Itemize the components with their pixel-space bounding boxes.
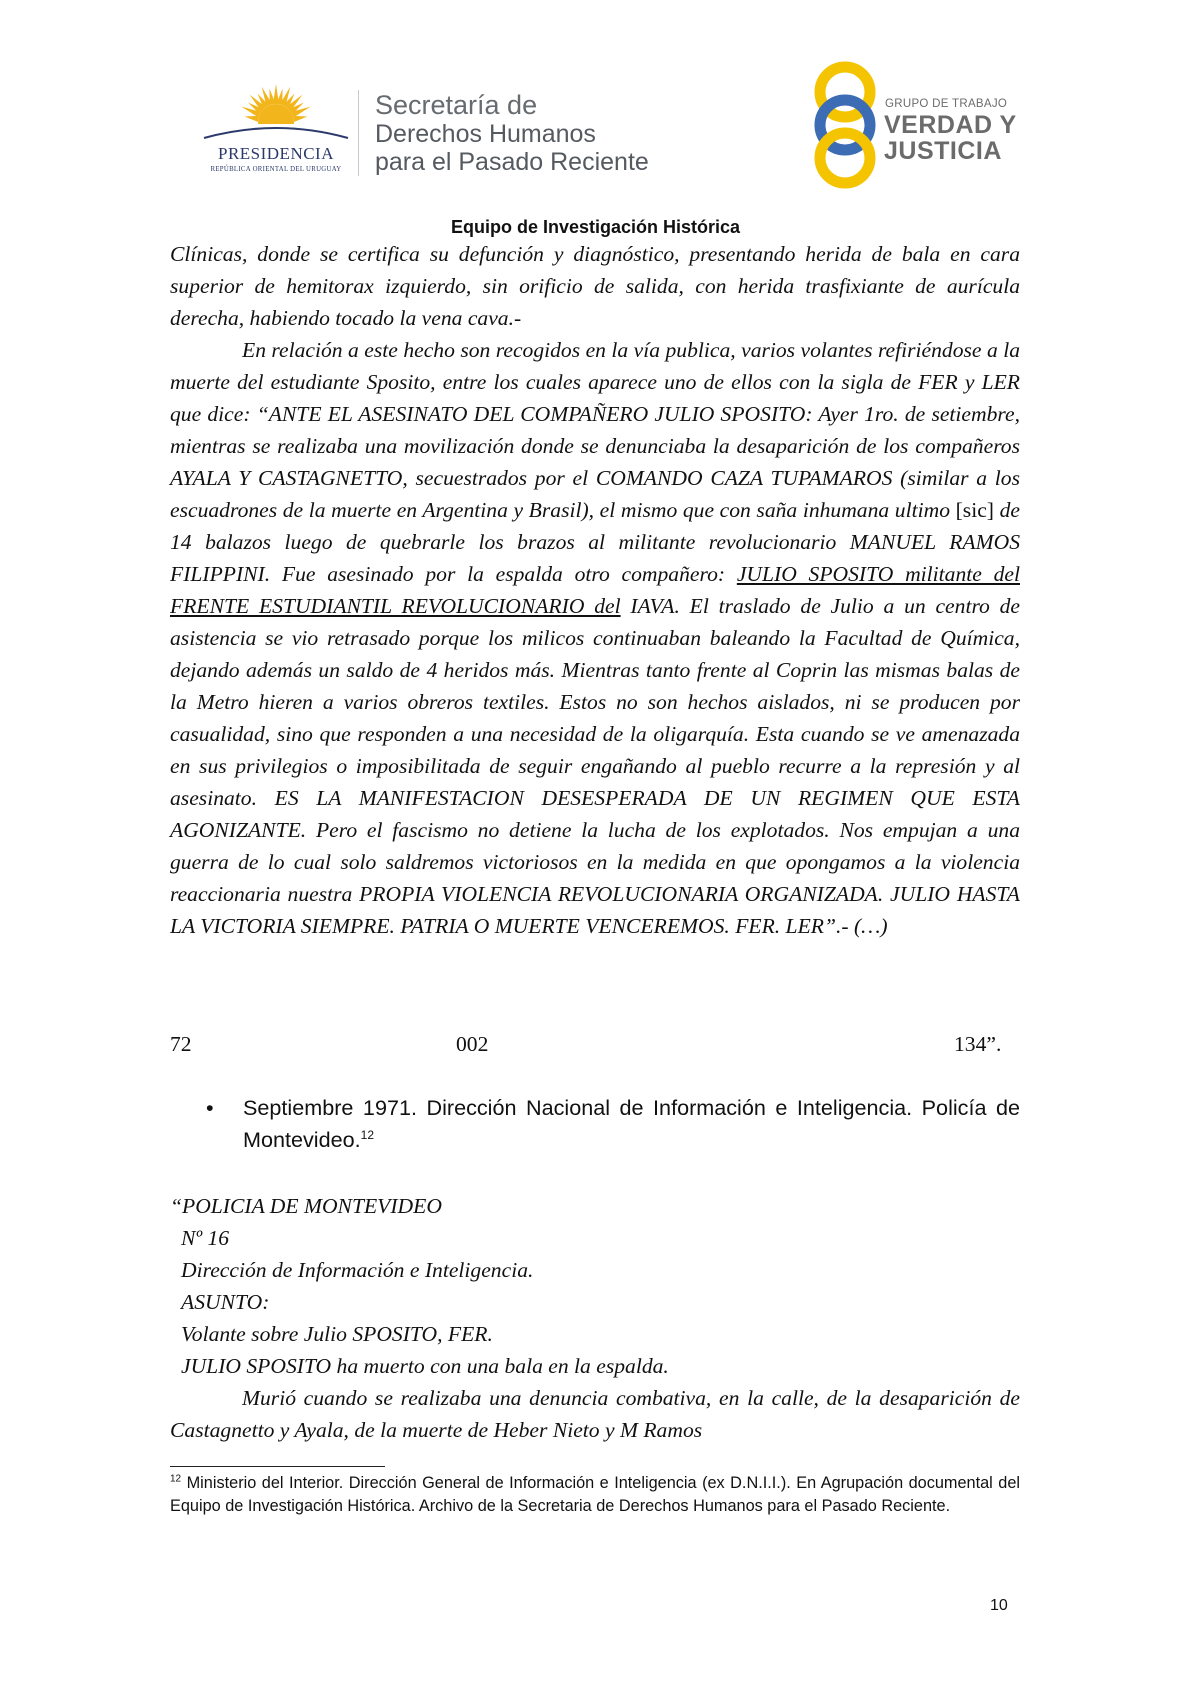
grupo-trabajo-logo <box>810 60 1030 190</box>
sic-mark: [sic] <box>955 498 994 522</box>
secretaria-line-2: Derechos Humanos <box>375 120 596 148</box>
doc-line: Nº 16 <box>181 1226 230 1250</box>
footnote-text: Ministerio del Interior. Dirección General de Información e Inteligencia (ex D.N.I.I.). En Agrupación documental del Equipo de Investigación Histórica. Archivo de la Secretaria de Derechos Humanos para el Pasado Reciente. <box>170 1474 1020 1515</box>
page-number: 10 <box>990 1597 1008 1614</box>
bullet-text <box>243 1092 1020 1156</box>
team-title: Equipo de Investigación Histórica <box>450 217 741 237</box>
paragraph-1: Clínicas, donde se certifica su defunción y diagnóstico, presentando herida de bala en cara superior de hemitorax izquierdo, sin orificio de salida, con herida trasfixiante de aurícula derecha, habiendo tocado la vena cava.- <box>170 242 1020 330</box>
doc-line: Volante sobre Julio SPOSITO, FER. <box>181 1322 493 1346</box>
presidencia-word: PRESIDENCIA <box>217 144 334 163</box>
footnote-divider <box>170 1466 385 1467</box>
justicia-label: JUSTICIA <box>884 137 1002 165</box>
letterhead <box>0 0 1191 215</box>
presidencia-logo <box>198 82 354 182</box>
sun-icon <box>198 82 354 148</box>
paragraph-2-part-a: En relación a este hecho son recogidos en la vía publica, varios volantes refiriéndose a la muerte del estudiante Sposito, entre los cuales aparece uno de ellos con la sigla de FER y LER que dice: “ANTE EL ASESINATO DEL COMPAÑERO JULIO SPOSITO: Ayer 1ro. de setiembre, mientras se realizaba una movilización donde se denunciaba la desaparición de los compañeros AYALA Y CASTAGNETTO, secuestrados por el COMANDO CAZA TUPAMAROS (similar a los escuadrones de la muerte en Argentina y Brasil), el mismo que con saña inhumana ultimo <box>170 338 1020 522</box>
document-header-lines <box>170 1190 1020 1382</box>
footnote-reference[interactable]: 12 <box>360 1127 374 1142</box>
paragraph-2 <box>170 334 1020 942</box>
paragraph-2-part-b: de 14 balazos luego de quebrarle los brazos al militante revolucionario MANUEL RAMOS FILIPPINI. Fue asesinado por la espalda otro compañero: <box>170 498 1020 586</box>
reference-number-2: 002 <box>456 1032 489 1056</box>
footnote-mark: 12 <box>170 1473 182 1485</box>
grupo-trabajo-label: GRUPO DE TRABAJO <box>885 98 1008 110</box>
secretaria-logo-text <box>375 90 649 176</box>
bullet-label: Septiembre 1971. Dirección Nacional de Información e Inteligencia. Policía de Montevideo. <box>243 1095 1020 1152</box>
secretaria-line-3: para el Pasado Reciente <box>375 148 649 176</box>
bullet-icon: • <box>206 1095 214 1120</box>
doc-line: ASUNTO: <box>181 1290 270 1314</box>
reference-number-3: 134”. <box>954 1032 1002 1056</box>
secretaria-line-1: Secretaría de <box>375 90 538 120</box>
doc-line: “POLICIA DE MONTEVIDEO <box>170 1194 442 1218</box>
doc-line: Dirección de Información e Inteligencia. <box>181 1258 534 1282</box>
doc-line: JULIO SPOSITO ha muerto con una bala en la espalda. <box>181 1354 669 1378</box>
bullet-item <box>206 1092 1020 1156</box>
presidencia-subtitle: REPÚBLICA ORIENTAL DEL URUGUAY <box>210 166 342 173</box>
header-divider <box>358 90 359 176</box>
underlined-text: JULIO SPOSITO militante del FRENTE ESTUDIANTIL REVOLUCIONARIO del <box>170 562 1020 618</box>
verdad-label: VERDAD Y <box>884 111 1017 139</box>
paragraph-3: Murió cuando se realizaba una denuncia combativa, en la calle, de la desaparición de Castagnetto y Ayala, de la muerte de Heber Nieto y M Ramos <box>170 1386 1020 1442</box>
rings-icon <box>810 60 880 190</box>
paragraph-2-part-c: IAVA. El traslado de Julio a un centro de asistencia se vio retrasado porque los milicos continuaban baleando la Facultad de Química, dejando además un saldo de 4 heridos más. Mientras tanto frente al Coprin las mismas balas de la Metro hieren a varios obreros textiles. Estos no son hechos aislados, ni se producen por casualidad, sino que responden a una necesidad de la oligarquía. Esta cuando se ve amenazada en sus privilegios o imposibilitada de seguir engañando al pueblo recurre a la represión y al asesinato. ES LA MANIFESTACION DESESPERADA DE UN REGIMEN QUE ESTA AGONIZANTE. Pero el fascismo no detiene la lucha de los explotados. Nos empujan a una guerra de lo cual solo saldremos victoriosos en la medida en que opongamos a la violencia reaccionaria nuestra PROPIA VIOLENCIA REVOLUCIONARIA ORGANIZADA. JULIO HASTA LA VICTORIA SIEMPRE. PATRIA O MUERTE VENCEREMOS. FER. LER”.- (…) <box>170 594 1021 938</box>
reference-number-1: 72 <box>170 1032 192 1056</box>
footnote <box>170 1472 1020 1518</box>
